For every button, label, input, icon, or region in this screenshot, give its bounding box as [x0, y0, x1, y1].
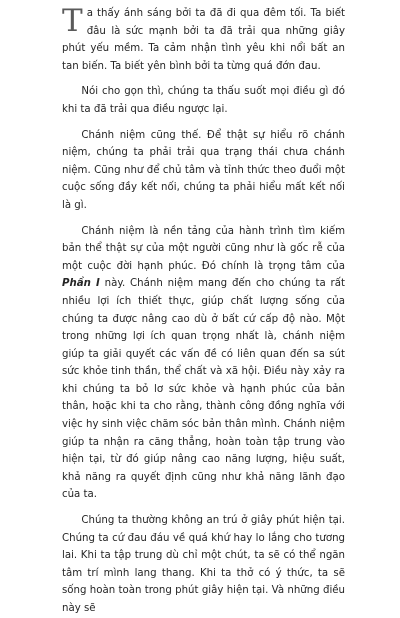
part-reference: Phần I	[62, 278, 100, 290]
paragraph-4	[62, 223, 345, 505]
paragraph-gap	[62, 119, 345, 127]
paragraph-gap	[62, 75, 345, 83]
paragraph-gap	[62, 215, 345, 223]
paragraph-2: Nói cho gọn thì, chúng ta thấu suốt mọi điều gì đó khi ta đã trải qua điều ngược lại.	[62, 86, 345, 115]
paragraph-gap	[62, 504, 345, 512]
paragraph-1	[62, 5, 345, 75]
paragraph-3: Chánh niệm cũng thế. Để thật sự hiểu rõ chánh niệm, chúng ta phải trải qua trạng thái chưa chánh niệm. Cũng như để chủ tâm và tỉnh thức theo đuổi một cuộc sống đầy kết nối, chúng ta phải hiểu mất kết nối là gì.	[62, 129, 345, 211]
paragraph-5: Chúng ta thường không an trú ở giây phút hiện tại. Chúng ta cứ đau đáu về quá khứ hay lo lắng cho tương lai. Khi ta tập trung dù chỉ một chút, ta sẽ có thể ngăn tâm trí mình lang thang. Khi ta thở có ý thức, ta sẽ sống hoàn toàn trong phút giây hiện tại. Và những điều này sẽ	[62, 515, 345, 614]
drop-cap: T	[62, 3, 83, 39]
paragraph-4-text-after: này. Chánh niệm mang đến cho chúng ta rất nhiều lợi ích thiết thực, giúp chất lượng sống của chúng ta được nâng cao dù ở bất cứ cấp độ nào. Một trong những lợi ích quan trọng nhất là, chánh niệm giúp ta giải quyết các vấn đề có liên quan đến sa sút sức khỏe tinh thần, thể chất và xã hội. Điều này xảy ra khi chúng ta bỏ lơ sức khỏe và hạnh phúc của bản thân, hoặc khi ta cho rằng, thành công đồng nghĩa với việc hy sinh việc chăm sóc bản thân mình. Chánh niệm giúp ta nhận ra căng thẳng, hoàn toàn tập trung vào hiện tại, từ đó giúp nâng cao năng lượng, hiệu suất, khả năng ra quyết định cũng như khả năng lãnh đạo của ta.	[62, 278, 345, 501]
paragraph-4-text-before: Chánh niệm là nền tảng của hành trình tìm kiếm bản thể thật sự của một người cũng như là gốc rễ của một cuộc đời hạnh phúc. Đó chính là trọng tâm của	[62, 225, 345, 272]
paragraph-1-text: a thấy ánh sáng bởi ta đã đi qua đêm tối. Ta biết đâu là sức mạnh bởi ta đã trải qua những giây phút yếu mềm. Ta cảm nhận tình yêu khi nổi bất an tan biến. Ta biết yên bình bởi ta từng quá đớn đau.	[62, 8, 345, 72]
body-text	[62, 5, 345, 618]
